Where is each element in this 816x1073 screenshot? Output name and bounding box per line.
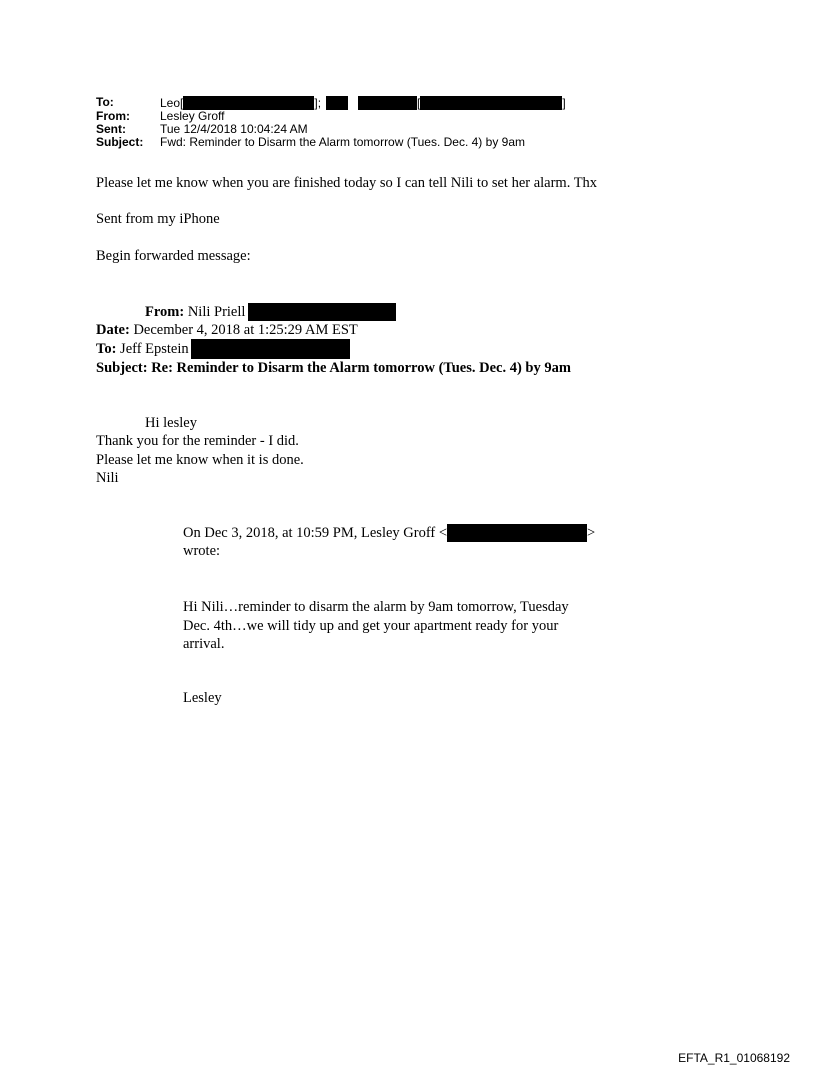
fwd-subject-value: Re: Reminder to Disarm the Alarm tomorrow (Tues. Dec. 4) by 9am [151,360,571,376]
quoted-body-line-1: Hi Nili…reminder to disarm the alarm by 9am tomorrow, Tuesday [183,599,569,615]
redaction-box [326,96,348,110]
forwarded-header [96,303,571,377]
body-line-2: Sent from my iPhone [96,211,220,227]
quoted-signature: Lesley [183,690,222,706]
body-line-1: Please let me know when you are finished today so I can tell Nili to set her alarm. Thx [96,175,598,191]
fwd-to-row [96,339,571,359]
subject-value: Fwd: Reminder to Disarm the Alarm tomorrow (Tues. Dec. 4) by 9am [160,135,525,149]
subject-label: Subject: [96,135,144,149]
quoted-body-line-2: Dec. 4th…we will tidy up and get your apartment ready for your [183,618,559,634]
quoted-intro-text: On Dec 3, 2018, at 10:59 PM, Lesley Groff < [183,524,448,541]
reply-greeting: Hi lesley [145,415,197,431]
to-row [96,96,566,110]
subject-row [96,136,566,149]
fwd-from-value: Nili Priell [187,304,246,320]
fwd-to-label: To: [96,341,117,357]
fwd-date-value: December 4, 2018 at 1:25:29 AM EST [133,322,358,338]
quoted-intro [183,524,595,542]
fwd-from-label: From: [145,304,185,320]
sent-label: Sent: [96,122,126,136]
redaction-box [191,339,350,359]
reply-line-2: Please let me know when it is done. [96,452,304,468]
to-bracket-close: ] [562,95,566,110]
fwd-date-label: Date: [96,322,130,338]
fwd-from-row [96,303,571,321]
quoted-body-line-3: arrival. [183,636,225,652]
redaction-box [420,96,562,110]
quoted-wrote: wrote: [183,543,221,559]
redaction-box [183,96,314,110]
from-label: From: [96,109,130,123]
document-id: EFTA_R1_01068192 [678,1051,790,1065]
redaction-box [358,96,417,110]
from-value: Lesley Groff [160,109,225,123]
fwd-subject-label: Subject: [96,360,148,376]
fwd-date-row [96,321,571,339]
redaction-box [248,303,396,321]
email-header [96,96,566,149]
sent-value: Tue 12/4/2018 10:04:24 AM [160,122,308,136]
redaction-box [447,524,587,542]
reply-line-1: Thank you for the reminder - I did. [96,433,299,449]
quoted-intro-end: > [587,524,596,541]
body-line-3: Begin forwarded message: [96,248,251,264]
to-value [160,96,566,110]
reply-signature: Nili [96,470,119,486]
to-separator: ]; [314,95,322,110]
to-label: To: [96,95,114,109]
fwd-to-value: Jeff Epstein [120,341,189,357]
to-name-start: Leo[ [160,95,184,110]
fwd-subject-row [96,359,571,377]
to-bracket-open: [ [417,95,421,110]
